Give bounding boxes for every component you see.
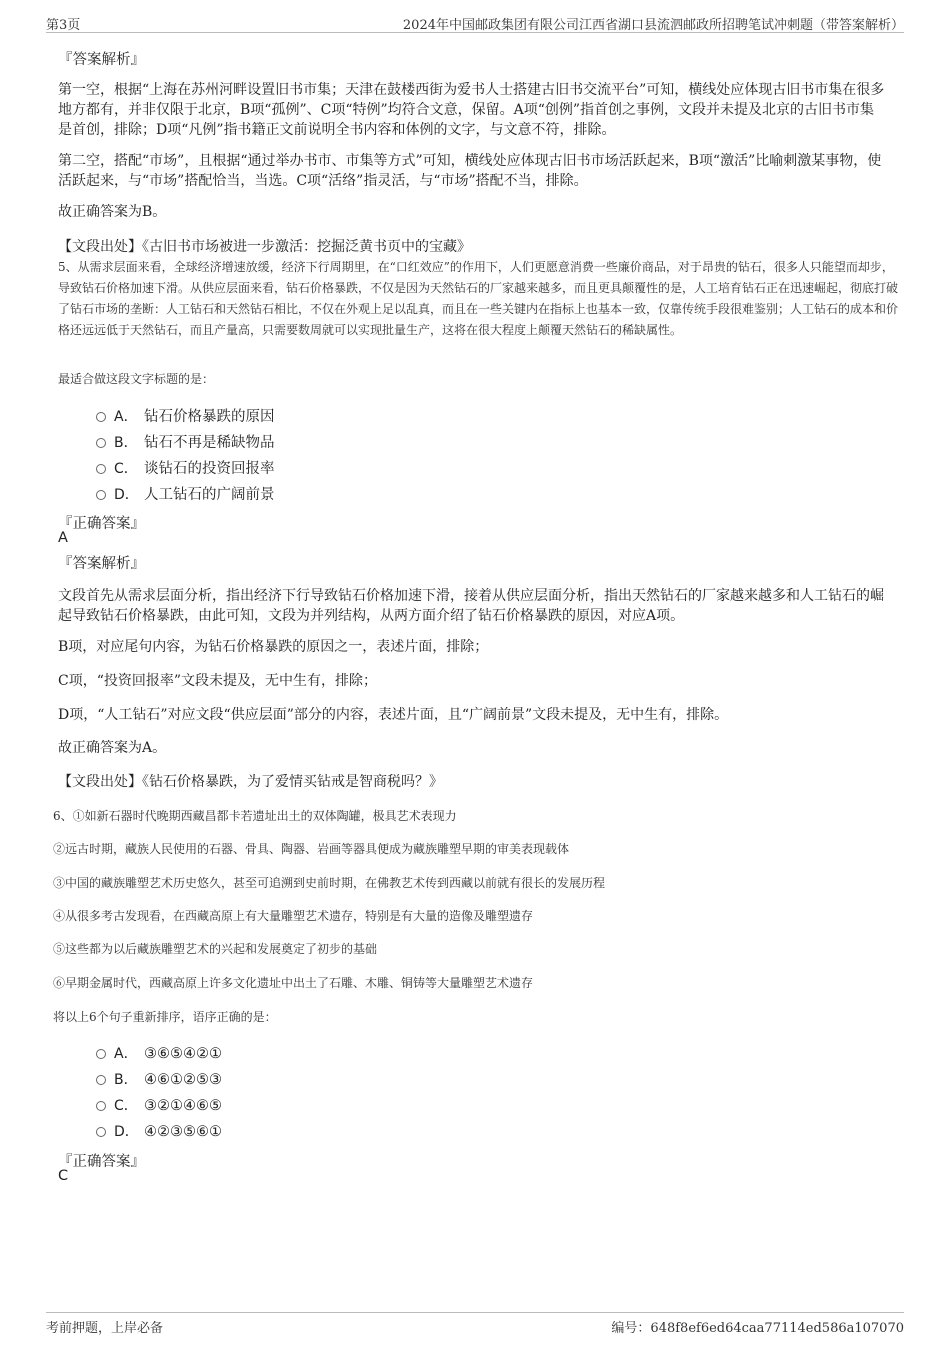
q6-option-d[interactable]: D． ④②③⑤⑥① [96,1121,222,1141]
q5-answer-tag: 『正确答案』 [58,516,145,532]
q6-option-c[interactable]: C． ③②①④⑥⑤ [96,1095,222,1115]
q6-sentence-3: ③中国的藏族雕塑艺术历史悠久，甚至可追溯到史前时期，在佛教艺术传到西藏以前就有很长的发展历程 [53,876,606,890]
document-title: 2024年中国邮政集团有限公司江西省湖口县流泗邮政所招聘笔试冲刺题（带答案解析） [402,18,904,33]
q6-option-a[interactable]: A． ③⑥⑤④②① [96,1043,222,1063]
q6-question: 将以上6个句子重新排序，语序正确的是： [53,1010,277,1024]
q5-question: 最适合做这段文字标题的是： [58,372,215,386]
radio-icon[interactable] [96,1101,106,1111]
q6-sentence-1: 6、①如新石器时代晚期西藏昌都卡若遗址出土的双体陶罐，极具艺术表现力 [53,809,457,823]
radio-icon[interactable] [96,1049,106,1059]
q4-analysis-tag: 『答案解析』 [58,52,145,68]
radio-icon[interactable] [96,1127,106,1137]
radio-icon[interactable] [96,464,106,474]
q6-answer-tag: 『正确答案』 [58,1154,145,1170]
q5-option-a[interactable]: A． 钻石价格暴跌的原因 [96,405,275,425]
footer-slogan: 考前押题，上岸必备 [46,1321,164,1336]
radio-icon[interactable] [96,412,106,422]
page-number: 第3页 [46,18,81,33]
q5-analysis-para3: C项，“投资回报率”文段未提及，无中生有，排除； [58,673,378,689]
q5-option-d[interactable]: D． 人工钻石的广阔前景 [96,483,275,503]
q5-answer: A [58,530,68,546]
q4-conclusion: 故正确答案为B。 [58,204,167,220]
q5-analysis-para2: B项，对应尾句内容，为钻石价格暴跌的原因之一，表述片面，排除； [58,639,489,655]
q5-source: 【文段出处】《钻石价格暴跌，为了爱情买钻戒是智商税吗？》 [58,774,443,790]
page-footer [46,1312,904,1335]
radio-icon[interactable] [96,490,106,500]
page-header [46,12,904,33]
q6-sentence-2: ②远古时期，藏族人民使用的石器、骨具、陶器、岩画等器具便成为藏族雕塑早期的审美表现载体 [53,842,570,856]
document-id: 编号：648f8ef6ed64caa77114ed586a107070 [611,1321,904,1336]
q6-answer: C [58,1168,69,1184]
q4-analysis-para1: 第一空，根据“上海在苏州河畔设置旧书市集；天津在鼓楼西街为爱书人士搭建古旧书交流平台”可知，横线处应体现古旧书市集在很多地方都有，并非仅限于北京，B项“孤例”、C项“特例”均符合文意，保留。A项“创例”指首创之事例，文段并未提及北京的古旧书市集是首创，排除；D项“凡例”指书籍正文前说明全书内容和体例的文字，与文意不符，排除。 [58,82,885,138]
q5-conclusion: 故正确答案为A。 [58,740,167,756]
q5-option-b[interactable]: B． 钻石不再是稀缺物品 [96,431,275,451]
radio-icon[interactable] [96,1075,106,1085]
q6-sentence-6: ⑥早期金属时代，西藏高原上许多文化遗址中出土了石雕、木雕、铜铸等大量雕塑艺术遗存 [53,976,534,990]
q6-option-b[interactable]: B． ④⑥①②⑤③ [96,1069,222,1089]
q5-option-c[interactable]: C． 谈钻石的投资回报率 [96,457,275,477]
q4-source: 【文段出处】《古旧书市场被进一步激活：挖掘泛黄书页中的宝藏》 [58,239,471,255]
q5-stem: 5、从需求层面来看，全球经济增速放缓，经济下行周期里，在“口红效应”的作用下，人们更愿意消费一些廉价商品，对于昂贵的钻石，很多人只能望而却步，导致钻石价格加速下滑。从供应层面来看，钻石价格暴跌，不仅是因为天然钻石的厂家越来越多，而且更具颠覆性的是，人工培育钻石正在迅速崛起，彻底打破了钻石市场的垄断：人工钻石和天然钻石相比，不仅在外观上足以乱真，而且在一些关键内在指标上也基本一致，仅靠传统手段很难鉴别；人工钻石的成本和价格还远远低于天然钻石，而且产量高，只需要数周就可以实现批量生产，这将在很大程度上颠覆天然钻石的稀缺属性。 [58,260,899,337]
q6-sentence-5: ⑤这些都为以后藏族雕塑艺术的兴起和发展奠定了初步的基础 [53,942,378,956]
q5-analysis-para1: 文段首先从需求层面分析，指出经济下行导致钻石价格加速下滑，接着从供应层面分析，指出天然钻石的厂家越来越多和人工钻石的崛起导致钻石价格暴跌，由此可知，文段为并列结构，从两方面介绍了钻石价格暴跌的原因，对应A项。 [58,588,884,624]
q4-analysis-para2: 第二空，搭配“市场”，且根据“通过举办书市、市集等方式”可知，横线处应体现古旧书市场活跃起来，B项“激活”比喻刺激某事物，使活跃起来，与“市场”搭配恰当，当选。C项“活络”指灵活，与“市场”搭配不当，排除。 [58,153,882,189]
radio-icon[interactable] [96,438,106,448]
q5-analysis-para4: D项，“人工钻石”对应文段“供应层面”部分的内容，表述片面，且“广阔前景”文段未提及，无中生有，排除。 [58,707,729,723]
q5-analysis-tag: 『答案解析』 [58,556,145,572]
q6-sentence-4: ④从很多考古发现看，在西藏高原上有大量雕塑艺术遗存，特别是有大量的造像及雕塑遗存 [53,909,534,923]
